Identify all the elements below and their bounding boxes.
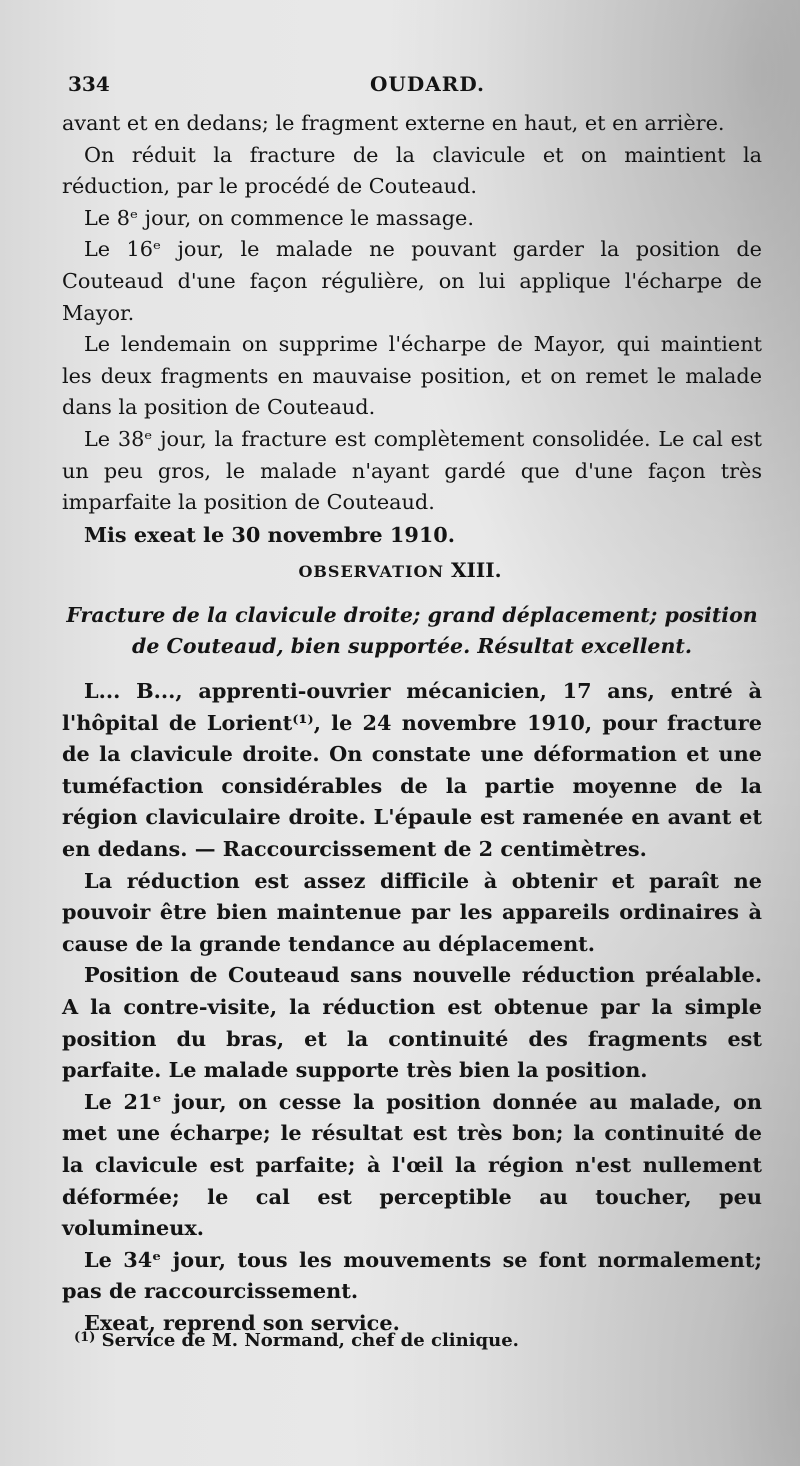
paragraph: Exeat, reprend son service.: [84, 1309, 400, 1335]
paragraph: Le 21ᵉ jour, on cesse la position donnée au malade, on met une écharpe; le résultat est très bon; la continuité de la clavicule est parfaite; à l'œil la région n'est nullement déformée; le cal est perceptible au toucher, peu volumineux.: [62, 1088, 762, 1241]
page-number: 334: [68, 72, 110, 96]
footnote: [74, 1330, 519, 1351]
paragraph: On réduit la fracture de la clavicule et on maintient la réduction, par le procédé de Couteaud.: [62, 142, 762, 199]
observation-subtitle: Fracture de la clavicule droite; grand déplacement; position de Couteaud, bien supportée. Résultat excellent.: [66, 603, 758, 658]
text-block-observation: [62, 675, 762, 1338]
paragraph: Le 38ᵉ jour, la fracture est complètement consolidée. Le cal est un peu gros, le malade n'ayant gardé que d'une façon très imparfaite la position de Couteaud.: [62, 426, 762, 515]
observation-number: XIII.: [451, 558, 502, 582]
footnote-text: Service de M. Normand, chef de clinique.: [101, 1330, 519, 1351]
paragraph: Le 34ᵉ jour, tous les mouvements se font normalement; pas de raccourcissement.: [62, 1246, 762, 1304]
observation-heading: [0, 558, 800, 582]
paragraph: Mis exeat le 30 novembre 1910.: [84, 521, 456, 547]
paragraph: Le lendemain on supprime l'écharpe de Mayor, qui maintient les deux fragments en mauvaise position, et on remet le malade dans la position de Couteaud.: [62, 332, 762, 420]
paragraph: La réduction est assez difficile à obtenir et paraît ne pouvoir être bien maintenue par les appareils ordinaires à cause de la grande tendance au déplacement.: [62, 867, 762, 956]
running-head: OUDARD.: [370, 72, 485, 96]
footnote-marker: (1): [74, 1330, 96, 1345]
paragraph: L... B..., apprenti-ouvrier mécanicien, 17 ans, entré à l'hôpital de Lorient⁽¹⁾, le 24 novembre 1910, pour fracture de la clavicule droite. On constate une déformation et une tuméfaction considérables de la partie moyenne de la région claviculaire droite. L'épaule est ramenée en avant et en dedans. — Raccourcissement de 2 centimètres.: [62, 678, 762, 861]
paragraph: Le 16ᵉ jour, le malade ne pouvant garder la position de Couteaud d'une façon régulière, on lui applique l'écharpe de Mayor.: [62, 237, 762, 325]
text-block-top: [62, 108, 762, 550]
paragraph: Position de Couteaud sans nouvelle réduction préalable. A la contre-visite, la réduction est obtenue par la simple position du bras, et la continuité des fragments est parfaite. Le malade supporte très bien la position.: [62, 962, 762, 1083]
observation-label: OBSERVATION: [298, 562, 445, 581]
paragraph: Le 8ᵉ jour, on commence le massage.: [84, 205, 474, 230]
paragraph: avant et en dedans; le fragment externe en haut, et en arrière.: [62, 111, 725, 135]
